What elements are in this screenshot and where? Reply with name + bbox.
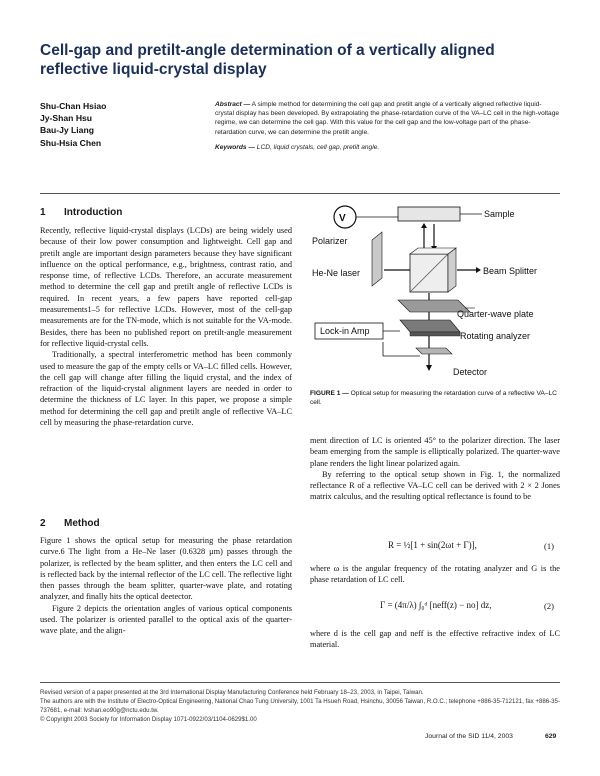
method-body: [40, 535, 292, 637]
section-number: 2: [40, 518, 46, 529]
abstract-label: Abstract —: [215, 101, 251, 108]
caption-label: FIGURE 1 —: [310, 390, 349, 397]
revision-note: Revised version of a paper presented at the 3rd International Display Manufacturing Conference held February 18–23, 2003, in Taipei, Taiwan.: [40, 689, 424, 696]
paragraph: Recently, reflective liquid-crystal displays (LCDs) are being widely used because of their low power consumption and lightweight. Cell gap and pretilt angle are important design parameters because they have significant influence on the optical performance, e.g., brightness, contrast ratio, and response time, of reflective LCDs. Therefore, an accurate measurement method to determine the cell gap and pretilt angle of reflective LCDs is required. In recent years, a few papers have reported cell-gap measurements1–5 for reflective LCDs. However, most of the cell-gap measurements are for the TN-mode, which is not suitable for the VA-mode. Besides, there has been no published report on pretilt-angle measurement for reflective liquid-crystal cells.: [40, 226, 292, 348]
footnote-divider: [40, 682, 560, 683]
polarizer-label: Polarizer: [312, 236, 348, 246]
voltage-label: V: [339, 213, 346, 224]
arrowhead: [476, 267, 481, 273]
section-heading-introduction: [40, 207, 122, 218]
copyright-note: © Copyright 2003 Society for Information Display 1071-0922/03/1104-0629$1.00: [40, 716, 257, 724]
header-divider: [40, 193, 560, 194]
detector-element: [416, 348, 452, 354]
sample-cell: [398, 207, 460, 221]
method-continued: [310, 435, 560, 503]
equation-2-explanation: [310, 628, 560, 651]
section-heading-method: [40, 518, 100, 529]
rotating-analyzer-element: [400, 320, 460, 332]
keywords-list: LCD, liquid crystals, cell gap, pretilt angle.: [254, 143, 380, 151]
section-title: Introduction: [64, 207, 123, 218]
paragraph: By referring to the optical setup shown in Fig. 1, the normalized reflectance R of a reflective VA–LC cell can be derived with 2 × 2 Jones matrix calculus, and the resulting optical reflectance is found to be: [310, 469, 560, 502]
journal-footer: Journal of the SID 11/4, 2003: [425, 733, 513, 740]
keywords-label: Keywords —: [215, 143, 255, 151]
caption-text: Optical setup for measuring the retardation curve of a reflective VA–LC cell.: [310, 390, 557, 406]
equation-1: R = ½[1 + sin(2ωt + Γ)],: [388, 540, 477, 550]
figure-1-caption: [310, 390, 560, 408]
keywords: [215, 143, 560, 152]
abstract: [215, 100, 560, 152]
analyzer-edge: [410, 332, 460, 336]
paragraph: Figure 2 depicts the orientation angles of various optical components used. The polarizer is oriented parallel to the optical axis of the quarter-wave plate, and the align-: [40, 603, 292, 636]
laser-label: He-Ne laser: [312, 268, 361, 278]
equation-1-number: (1): [544, 541, 554, 551]
arrowhead: [421, 223, 427, 228]
qwp-label: Quarter-wave plate: [457, 309, 534, 319]
equation-2: Γ = (4π/λ) ∫₀ᵈ [neff(z) − no] dz,: [380, 600, 492, 610]
lockin-label: Lock-in Amp: [320, 326, 370, 336]
equation-1-explanation: [310, 563, 560, 586]
paragraph: Traditionally, a spectral interferometric method has been commonly used to measure the gap of the empty cells or VA–LC filled cells. However, the cell gap will change after filling the liquid crystal, and the index of refraction of the liquid-crystal alignment layers are needed in order to determine the thickness of LC layer. In this paper, we propose a simple method for determining the cell gap and pretilt angle of reflective VA–LC cell by measuring the phase-retardation curve.: [40, 350, 292, 428]
paragraph: Figure 1 shows the optical setup for measuring the phase retardation curve.6 The light from a He–Ne laser (0.6328 μm) passes through the polarizer, is reflected by the beam splitter, and then enters the LC cell and is reflected back by the internal reflector of the LC cell. The reflective light then passes through the beam splitter, quarter-wave plate, and rotating analyzer, and finally hits the optical deetector.: [40, 536, 292, 602]
paragraph: where d is the cell gap and neff is the effective refractive index of LC material.: [310, 629, 560, 650]
page-number: 629: [545, 733, 557, 740]
beam-splitter-label: Beam Splitter: [483, 266, 538, 276]
author-name: Jy-Shan Hsu: [40, 113, 93, 124]
author-name: Bau-Jy Liang: [40, 125, 94, 136]
sample-label: Sample: [484, 209, 515, 219]
figure-1-optical-setup: [310, 202, 560, 380]
cube-side: [448, 248, 456, 292]
detector-label: Detector: [453, 367, 488, 377]
paragraph: where ω is the angular frequency of the rotating analyzer and G is the phase retardation of LC cell.: [310, 564, 560, 585]
author-name: Shu-Chan Hsiao: [40, 101, 107, 111]
analyzer-label: Rotating analyzer: [460, 331, 531, 341]
section-number: 1: [40, 207, 46, 218]
equation-2-number: (2): [544, 601, 554, 611]
paragraph: ment direction of LC is oriented 45° to the polarizer direction. The laser beam emerging from the sample is elliptically polarized. The quarter-wave plane renders the light linear polarized again.: [310, 436, 560, 468]
cube-top: [410, 248, 456, 254]
abstract-body: A simple method for determining the cell gap and pretilt angle of a vertically aligned reflective liquid-crystal display has been developed. By extrapolating the phase-retardation curve of the VA–LC cell in the high-voltage regime, we can determine the cell gap. With this value for the cell gap and the low-voltage part of the phase-retardation curve, we can determine the pretilt angle.: [215, 101, 560, 136]
footnotes: [40, 688, 560, 724]
author-list: [40, 100, 200, 149]
paper-title: Cell-gap and pretilt-angle determination of a vertically aligned reflective liquid-crystal display: [40, 42, 495, 78]
author-name: Shu-Hsia Chen: [40, 137, 102, 148]
section-title: Method: [64, 518, 100, 529]
arrowhead: [426, 365, 432, 371]
introduction-body: [40, 225, 292, 428]
affiliation-note: The authors are with the Institute of Electro-Optical Engineering, National Chao Tung University, 1001 Ta Hsueh Road, Hsinchu, 30056 Taiwan, R.O.C.; telephone +886-35-712121, fax +886-35-737681, e-mail: lvshan.eo90g@nctu.edu.tw.: [40, 698, 560, 715]
polarizer-element: [372, 232, 382, 286]
abstract-text: [215, 100, 560, 137]
